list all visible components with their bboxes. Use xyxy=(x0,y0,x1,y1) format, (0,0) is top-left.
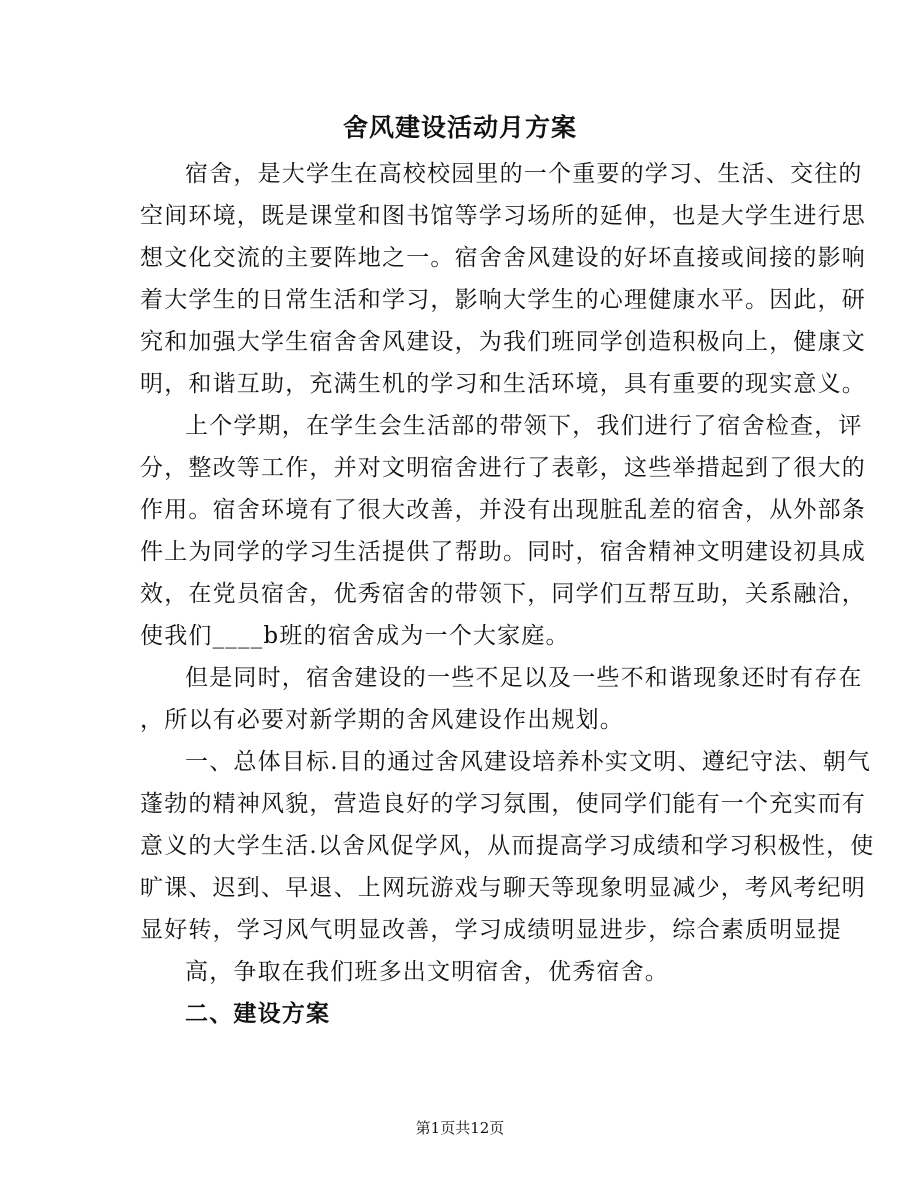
text-line: 但是同时，宿舍建设的一些不足以及一些不和谐现象还时有存在 xyxy=(185,665,863,691)
text-line: 着大学生的日常生活和学习，影响大学生的心理健康水平。因此，研 xyxy=(140,287,866,313)
text-line: 蓬勃的精神风貌，营造良好的学习氛围，使同学们能有一个充实而有 xyxy=(140,791,866,817)
text-line: 效，在党员宿舍，优秀宿舍的带领下，同学们互帮互助，关系融洽， xyxy=(140,581,866,607)
text-line: 究和加强大学生宿舍舍风建设，为我们班同学创造积极向上，健康文 xyxy=(140,329,866,355)
text-line: 作用。宿舍环境有了很大改善，并没有出现脏乱差的宿舍，从外部条 xyxy=(140,497,866,523)
text-line: 想文化交流的主要阵地之一。宿舍舍风建设的好坏直接或间接的影响 xyxy=(140,245,866,271)
text-line: ，所以有必要对新学期的舍风建设作出规划。 xyxy=(140,707,624,733)
section-heading: 二、建设方案 xyxy=(185,1000,331,1027)
text-line: 宿舍，是大学生在高校校园里的一个重要的学习、生活、交往的 xyxy=(185,161,863,187)
text-line: 上个学期，在学生会生活部的带领下，我们进行了宿舍检查，评 xyxy=(185,413,863,439)
text-line: 使我们____b班的宿舍成为一个大家庭。 xyxy=(140,623,570,649)
page-number: 第1页共12页 xyxy=(415,1119,505,1137)
text-line: 空间环境，既是课堂和图书馆等学习场所的延伸，也是大学生进行思 xyxy=(140,203,866,229)
text-line: 明，和谐互助，充满生机的学习和生活环境，具有重要的现实意义。 xyxy=(140,371,866,397)
text-line: 显好转，学习风气明显改善，学习成绩明显进步，综合素质明显提 xyxy=(140,917,842,943)
text-line: 一、总体目标.目的通过舍风建设培养朴实文明、遵纪守法、朝气 xyxy=(185,749,872,775)
document-title: 舍风建设活动月方案 xyxy=(342,113,577,142)
text-line: 意义的大学生活.以舍风促学风，从而提高学习成绩和学习积极性，使 xyxy=(140,833,875,859)
text-line: 旷课、迟到、早退、上网玩游戏与聊天等现象明显减少，考风考纪明 xyxy=(140,875,866,901)
text-line: 件上为同学的学习生活提供了帮助。同时，宿舍精神文明建设初具成 xyxy=(140,539,866,565)
text-line: 高，争取在我们班多出文明宿舍，优秀宿舍。 xyxy=(185,959,669,985)
text-line: 分，整改等工作，并对文明宿舍进行了表彰，这些举措起到了很大的 xyxy=(140,455,866,481)
